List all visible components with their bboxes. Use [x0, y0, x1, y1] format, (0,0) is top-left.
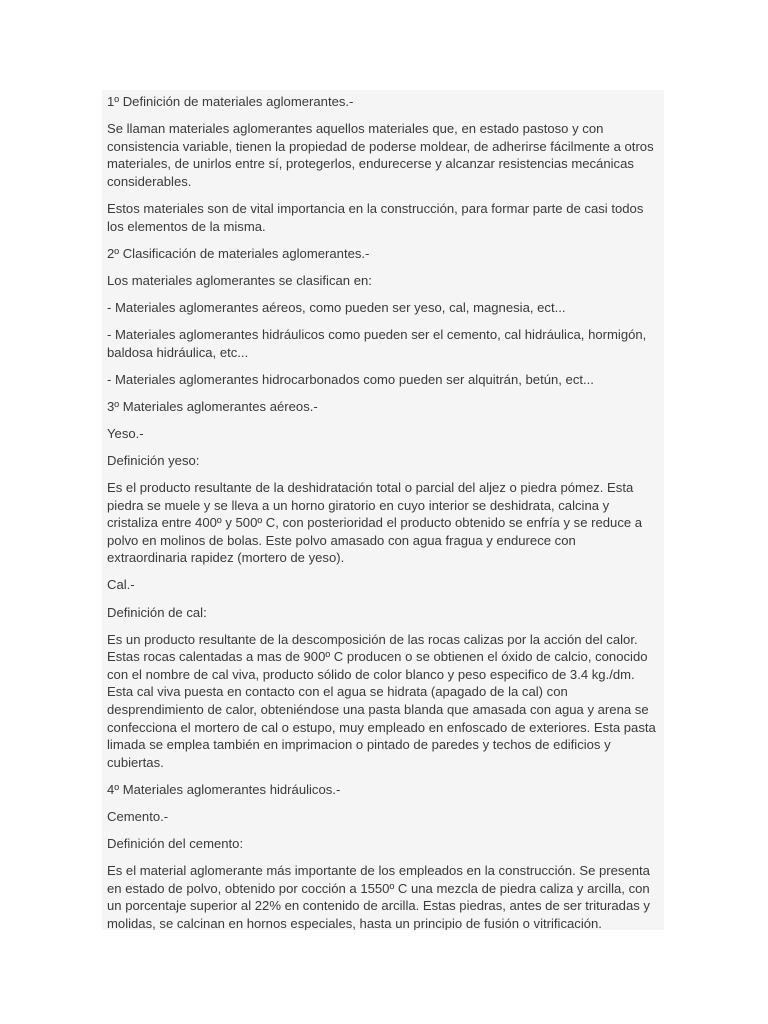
heading-aglomerantes-hidraulicos: 4º Materiales aglomerantes hidráulicos.- — [107, 781, 341, 797]
label-definicion-cemento: Definición del cemento: — [107, 836, 244, 852]
document-text-block — [102, 90, 664, 930]
label-definicion-cal: Definición de cal: — [107, 604, 207, 620]
label-definicion-yeso: Definición yeso: — [107, 452, 200, 468]
paragraph-definicion-aglomerantes: Se llaman materiales aglomerantes aquellos materiales que, en estado pastoso y con consistencia variable, tienen la propiedad de poderse moldear, de adherirse fácilmente a otros materiales, de unirlos entre sí, protegerlos, endurecerse y alcanzar resistencias mecánicas considerables. — [107, 121, 654, 189]
paragraph-cal: Es un producto resultante de la descomposición de las rocas calizas por la acción del calor. Estas rocas calentadas a mas de 900º C producen o se obtienen el óxido de calcio, conocido con el nombre de cal viva, producto sólido de color blanco y peso especifico de 3.4 kg./dm. Esta cal viva puesta en contacto con el agua se hidrata (apagado de la cal) con desprendimiento de calor, obteniéndose una pasta blanda que amasada con agua y arena se confecciona el mortero de cal o estupo, muy empleado en enfoscado de exteriores. Esta pasta limada se emplea también en imprimacion o pintado de paredes y techos de edificios y cubiertas. — [107, 631, 656, 770]
heading-definicion-aglomerantes: 1º Definición de materiales aglomerantes.- — [107, 94, 354, 109]
list-item-aereos: - Materiales aglomerantes aéreos, como pueden ser yeso, cal, magnesia, ect... — [107, 299, 566, 315]
list-item-hidrocarbonados: - Materiales aglomerantes hidrocarbonados como pueden ser alquitrán, betún, ect... — [107, 371, 594, 387]
subheading-cal: Cal.- — [107, 577, 135, 593]
heading-clasificacion: 2º Clasificación de materiales aglomerantes.- — [107, 245, 370, 261]
heading-aglomerantes-aereos: 3º Materiales aglomerantes aéreos.- — [107, 398, 318, 414]
paragraph-importancia: Estos materiales son de vital importancia en la construcción, para formar parte de casi todos los elementos de la misma. — [107, 200, 644, 234]
paragraph-clasificacion-intro: Los materiales aglomerantes se clasifican en: — [107, 272, 372, 288]
paragraph-yeso: Es el producto resultante de la deshidratación total o parcial del aljez o piedra pómez. Esta piedra se muele y se lleva a un horno giratorio en cuyo interior se deshidrata, calcina y cristaliza entre 400º y 500º C, con posterioridad el producto obtenido se enfría y se reduce a polvo en molinos de bolas. Este polvo amasado con agua fragua y endurece con extraordinaria rapidez (mortero de yeso). — [107, 480, 643, 566]
subheading-yeso: Yeso.- — [107, 425, 144, 441]
subheading-cemento: Cemento.- — [107, 809, 169, 824]
paragraph-cemento: Es el material aglomerante más importante de los empleados en la construcción. Se presenta en estado de polvo, obtenido por cocción a 1550º C una mezcla de piedra caliza y arcilla, con un porcentaje superior al 22% en contenido de arcilla. Estas piedras, antes de ser trituradas y molidas, se calcinan en hornos especiales, hasta un principio de fusión o vitrificación. — [107, 863, 650, 930]
list-item-hidraulicos: - Materiales aglomerantes hidráulicos como pueden ser el cemento, cal hidráulica, hormigón, baldosa hidráulica, etc... — [107, 326, 647, 360]
